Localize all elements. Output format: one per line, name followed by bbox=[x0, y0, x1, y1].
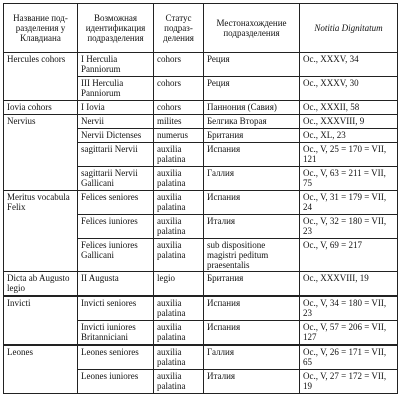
identification-cell: Leones iuniores bbox=[78, 370, 154, 394]
status-cell: auxilia palatina bbox=[154, 215, 204, 239]
identification-cell: Invicti iuniores Britanniciani bbox=[78, 321, 154, 346]
group-name-cell: Nervius bbox=[4, 115, 78, 191]
notitia-cell: Oc., XXXV, 30 bbox=[300, 77, 398, 101]
location-cell: Реция bbox=[204, 77, 300, 101]
location-cell: Италия bbox=[204, 215, 300, 239]
notitia-cell: Oc., V, 27 = 172 = VII, 19 bbox=[300, 370, 398, 394]
group-name-cell: Meritus vocabula Felix bbox=[4, 191, 78, 272]
identification-cell: I Iovia bbox=[78, 101, 154, 115]
status-cell: legio bbox=[154, 272, 204, 297]
notitia-cell: Oc., V, 25 = 170 = VII, 121 bbox=[300, 143, 398, 167]
notitia-cell: Oc., V, 69 = 217 bbox=[300, 239, 398, 272]
identification-cell: II Augusta bbox=[78, 272, 154, 297]
status-cell: auxilia palatina bbox=[154, 143, 204, 167]
identification-cell: I Herculia Panniorum bbox=[78, 53, 154, 77]
status-cell: cohors bbox=[154, 101, 204, 115]
notitia-cell: Oc., XXXVIII, 19 bbox=[300, 272, 398, 297]
status-cell: auxilia palatina bbox=[154, 296, 204, 321]
location-cell: Испания bbox=[204, 296, 300, 321]
col-header-identification: Возможная идентификация подразделения bbox=[78, 4, 154, 53]
col-header-notitia: Notitia Dignitatum bbox=[300, 4, 398, 53]
col-header-location: Местонахождение подразделения bbox=[204, 4, 300, 53]
status-cell: auxilia palatina bbox=[154, 321, 204, 346]
identification-cell: Invicti seniores bbox=[78, 296, 154, 321]
location-cell: Галлия bbox=[204, 167, 300, 191]
col-header-claudian-name: Название под-разделения у Клавдиана bbox=[4, 4, 78, 53]
group-name-cell: Dicta ab Augusto legio bbox=[4, 272, 78, 297]
table-row bbox=[4, 101, 398, 115]
notitia-cell: Oc., V, 31 = 179 = VII, 24 bbox=[300, 191, 398, 215]
location-cell: Испания bbox=[204, 191, 300, 215]
status-cell: auxilia palatina bbox=[154, 191, 204, 215]
notitia-cell: Oc., V, 34 = 180 = VII, 23 bbox=[300, 296, 398, 321]
table-row bbox=[4, 191, 398, 215]
identification-cell: Felices seniores bbox=[78, 191, 154, 215]
notitia-cell: Oc., V, 32 = 180 = VII, 23 bbox=[300, 215, 398, 239]
notitia-cell: Oc., XXXII, 58 bbox=[300, 101, 398, 115]
header-row bbox=[4, 4, 398, 53]
identification-cell: III Herculia Panniorum bbox=[78, 77, 154, 101]
notitia-cell: Oc., V, 63 = 211 = VII, 75 bbox=[300, 167, 398, 191]
location-cell: Британия bbox=[204, 272, 300, 297]
location-cell: Галлия bbox=[204, 345, 300, 370]
notitia-cell: Oc., XXXV, 34 bbox=[300, 53, 398, 77]
col-header-status: Статус подраз-деления bbox=[154, 4, 204, 53]
table-row bbox=[4, 272, 398, 297]
table-row bbox=[4, 53, 398, 77]
status-cell: auxilia palatina bbox=[154, 370, 204, 394]
status-cell: cohors bbox=[154, 53, 204, 77]
location-cell: Паннония (Савия) bbox=[204, 101, 300, 115]
group-name-cell: Hercules cohors bbox=[4, 53, 78, 101]
table-row bbox=[4, 296, 398, 321]
identification-cell: Felices iuniores Gallicani bbox=[78, 239, 154, 272]
identification-cell: Felices iuniores bbox=[78, 215, 154, 239]
identification-cell: sagittarii Nervii bbox=[78, 143, 154, 167]
location-cell: Италия bbox=[204, 370, 300, 394]
identification-cell: sagittarii Nervii Gallicani bbox=[78, 167, 154, 191]
units-table bbox=[3, 3, 398, 394]
location-cell: Испания bbox=[204, 143, 300, 167]
status-cell: auxilia palatina bbox=[154, 167, 204, 191]
notitia-cell: Oc., XL, 23 bbox=[300, 129, 398, 143]
status-cell: cohors bbox=[154, 77, 204, 101]
table-row bbox=[4, 345, 398, 370]
notitia-cell: Oc., V, 57 = 206 = VII, 127 bbox=[300, 321, 398, 346]
location-cell: sub dispositione magistri peditum praesentalis bbox=[204, 239, 300, 272]
group-name-cell: Invicti bbox=[4, 296, 78, 345]
status-cell: numerus bbox=[154, 129, 204, 143]
identification-cell: Leones seniores bbox=[78, 345, 154, 370]
location-cell: Британия bbox=[204, 129, 300, 143]
location-cell: Реция bbox=[204, 53, 300, 77]
group-name-cell: Leones bbox=[4, 345, 78, 394]
identification-cell: Nervii Dictenses bbox=[78, 129, 154, 143]
status-cell: auxilia palatina bbox=[154, 239, 204, 272]
status-cell: auxilia palatina bbox=[154, 345, 204, 370]
notitia-cell: Oc., V, 26 = 171 = VII, 65 bbox=[300, 345, 398, 370]
location-cell: Испания bbox=[204, 321, 300, 346]
location-cell: Белгика Вторая bbox=[204, 115, 300, 129]
status-cell: milites bbox=[154, 115, 204, 129]
notitia-cell: Oc., XXXVIII, 9 bbox=[300, 115, 398, 129]
group-name-cell: Iovia cohors bbox=[4, 101, 78, 115]
identification-cell: Nervii bbox=[78, 115, 154, 129]
table-row bbox=[4, 115, 398, 129]
